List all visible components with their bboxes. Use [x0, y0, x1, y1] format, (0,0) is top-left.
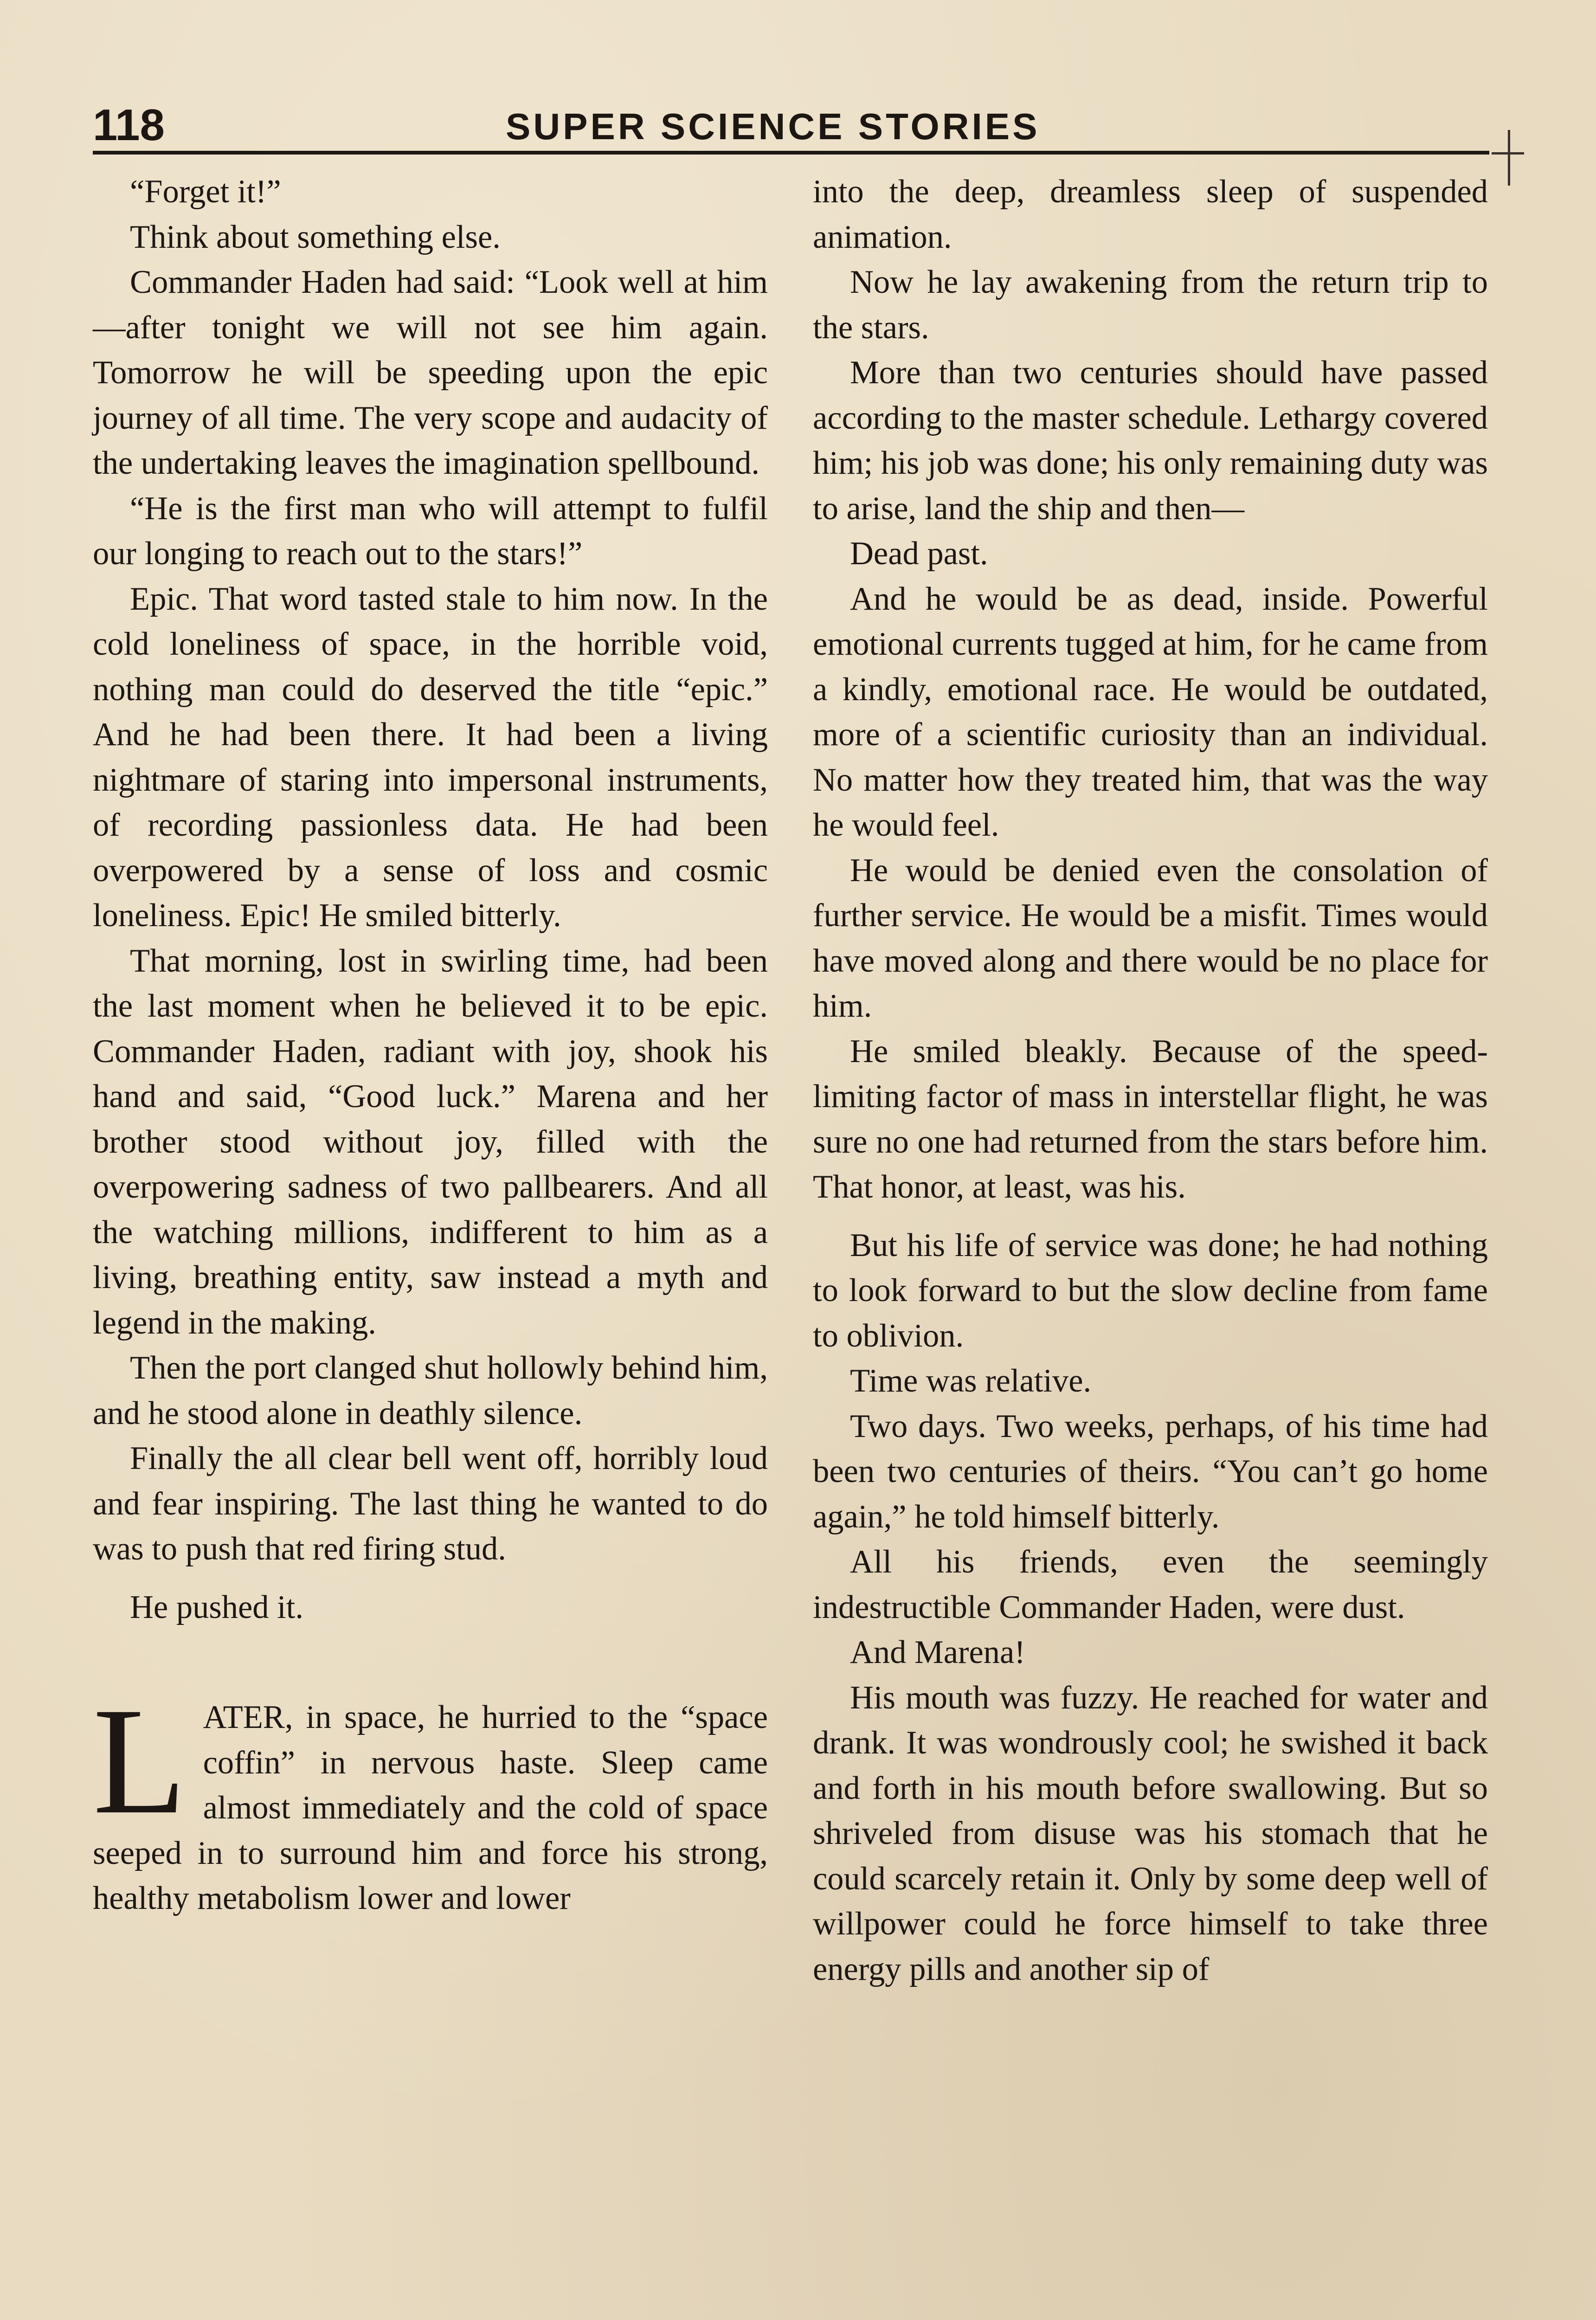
paragraph: He smiled bleakly. Because of the speed-limiting factor of mass in interstellar flight, he was sure no one had returned from the stars before him. That honor, at least, was his.	[813, 1033, 1488, 1205]
paragraph: More than two centuries should have passed according to the master schedule. Lethargy covered him; his job was done; his only remaining duty was to arise, land the ship and then—	[813, 354, 1488, 527]
crop-mark	[1508, 130, 1510, 186]
paragraph: He would be denied even the consolation of further service. He would be a misfit. Times would have moved along and there would be no place for him.	[813, 852, 1488, 1024]
page-number: 118	[93, 100, 165, 150]
paragraph: He pushed it.	[130, 1589, 303, 1625]
paragraph: ATER, in space, he hurried to the “space coffin” in nervous haste. Sleep came almost immediately and the cold of space seeped in to surround him and force his strong, healthy metabolism lower and lower	[93, 1699, 768, 1916]
paragraph: Finally the all clear bell went off, horribly loud and fear inspiring. The last thing he wanted to do was to push that red firing stud.	[93, 1440, 768, 1567]
paragraph: Now he lay awakening from the return trip to the stars.	[813, 264, 1488, 346]
paragraph: Two days. Two weeks, perhaps, of his time had been two centuries of theirs. “You can’t go home again,” he told himself bitterly.	[813, 1408, 1488, 1535]
paragraph: Time was relative.	[850, 1363, 1092, 1399]
paragraph: And he would be as dead, inside. Powerful emotional currents tugged at him, for he came from a kindly, emotional race. He would be outdated, more of a scientific curiosity than an individual. No matter how they treated him, that was the way he would feel.	[813, 580, 1488, 843]
paragraph: into the deep, dreamless sleep of suspended animation.	[813, 174, 1488, 255]
paragraph: Think about something else.	[130, 219, 501, 255]
paragraph: His mouth was fuzzy. He reached for water and drank. It was wondrously cool; he swished it back and forth in his mouth before swallowing. But so shriveled from disuse was his stomach that he could scarcely retain it. Only by some deep well of willpower could he force himself to take three energy pills and another sip of	[813, 1679, 1488, 1987]
right-column	[813, 169, 1488, 1992]
paragraph: “Forget it!”	[130, 174, 281, 210]
header-rule	[93, 151, 1489, 155]
left-column	[93, 169, 768, 1921]
paragraph: But his life of service was done; he had nothing to look forward to but the slow decline from fame to oblivion.	[813, 1227, 1488, 1354]
crop-mark-horizontal	[1492, 152, 1524, 155]
page-header	[93, 97, 1485, 153]
paragraph: “He is the first man who will attempt to fulfil our longing to reach out to the stars!”	[93, 490, 768, 572]
paragraph: Dead past.	[850, 535, 988, 572]
paragraph: All his friends, even the seemingly indestructible Commander Haden, were dust.	[813, 1544, 1488, 1625]
paragraph: Then the port clanged shut hollowly behind him, and he stood alone in deathly silence.	[93, 1350, 768, 1431]
paragraph: Commander Haden had said: “Look well at him—after tonight we will not see him again. Tomorrow he will be speeding upon the epic journey of all time. The very scope and audacity of the undertaking leaves the imagination spellbound.	[93, 264, 768, 481]
running-head: SUPER SCIENCE STORIES	[506, 106, 1040, 147]
paragraph: And Marena!	[850, 1634, 1025, 1670]
drop-cap-letter: L	[93, 1676, 187, 1846]
paragraph: That morning, lost in swirling time, had been the last moment when he believed it to be epic. Commander Haden, radiant with joy, shook his hand and said, “Good luck.” Marena and her brother stood without joy, filled with the overpowering sadness of two pallbearers. And all the watching millions, indifferent to him as a living, breathing entity, saw instead a myth and legend in the making.	[93, 942, 768, 1341]
paragraph: Epic. That word tasted stale to him now. In the cold loneliness of space, in the horrible void, nothing man could do deserved the title “epic.” And he had been there. It had been a living nightmare of staring into impersonal instruments, of recording passionless data. He had been overpowered by a sense of loss and cosmic loneliness. Epic! He smiled bitterly.	[93, 580, 768, 934]
drop-cap-section	[93, 1676, 768, 1921]
